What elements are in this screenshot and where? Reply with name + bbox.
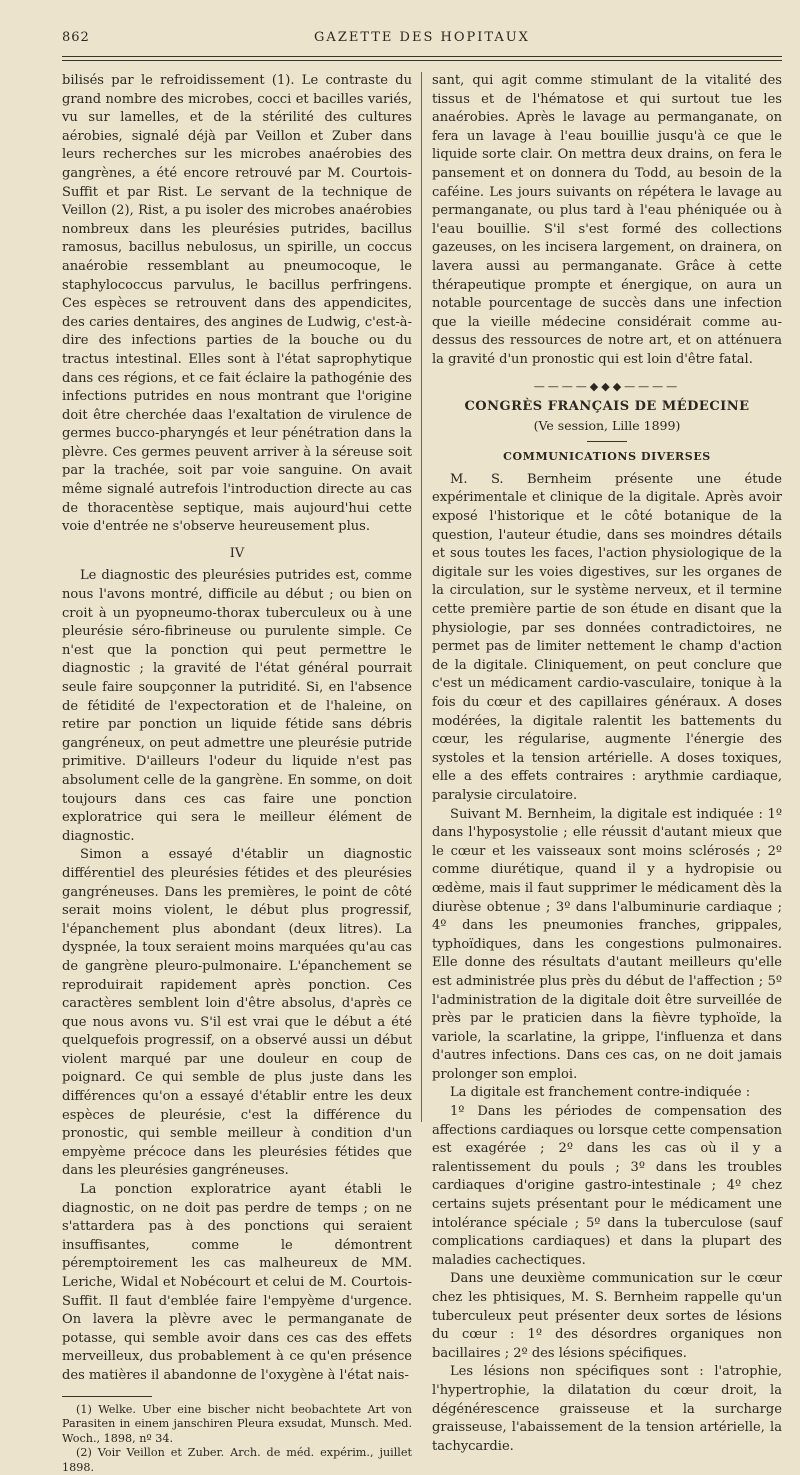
page-header: [62, 30, 782, 50]
right-paragraph-1: sant, qui agit comme stimulant de la vitalité des tissus et de l'hématose et qui surtout tue les anaérobies. Après le lavage au permanganate, on fera un lavage à l'eau bouillie jusqu'à ce que le liquide sorte clair. On mettra deux drains, on fera le pansement et on donnera du Todd, au besoin de la caféine. Les jours suivants on répétera le lavage au permanganate, ou plus tard à l'eau phéniquée ou à l'eau bouillie. S'il s'est formé des collections gazeuses, on les incisera largement, on drainera, on lavera aussi au permanganate. Grâce à cette thérapeutique prompte et énergique, on aura un notable pourcentage de succès dans une infection que la vieille médecine considérait comme au-dessus des ressources de notre art, et on atténuera la gravité d'un pronostic qui est loin d'être fatal.: [432, 73, 782, 367]
footnote-1: (1) Welke. Uber eine bischer nicht beobachtete Art von Parasiten in einem janschiren Pleura exsudat, Munsch. Med. Woch., 1898, nº 34.: [62, 1402, 412, 1445]
journal-title: GAZETTE DES HOPITAUX: [314, 30, 530, 45]
ornament-divider: ————◆◆◆————: [533, 379, 681, 393]
column-divider: [421, 72, 422, 1122]
right-paragraph-2: M. S. Bernheim présente une étude expérimentale et clinique de la digitale. Après avoir exposé l'historique et le côté botanique de la question, l'auteur étudie, dans ses moindres détails et sous toutes les faces, l'action physiologique de la digitale sur les voies digestives, sur les organes de la circulation, sur le système nerveux, et il termine cette première partie de son étude en disant que la physiologie, par ses données contradictoires, ne permet pas de limiter nettement le champ d'action de la digitale. Cliniquement, on peut conclure que c'est un médicament cardio-vasculaire, tonique à la fois du cœur et des capillaires généraux. A doses modérées, la digitale ralentit les battements du cœur, les régularise, augmente l'énergie des systoles et la tension artérielle. A doses toxiques, elle a des effets contraires : arythmie cardiaque, paralysie circulatoire.: [432, 471, 782, 803]
conference-subtitle: (Ve session, Lille 1899): [533, 417, 681, 433]
section-number: IV: [229, 545, 245, 561]
footnote-2: (2) Voir Veillon et Zuber. Arch. de méd. expérim., juillet 1898.: [62, 1446, 412, 1474]
conference-title: CONGRÈS FRANÇAIS DE MÉDECINE: [464, 399, 750, 415]
right-paragraph-4: La digitale est franchement contre-indiquée :: [450, 1085, 751, 1101]
left-paragraph-2: Le diagnostic des pleurésies putrides est, comme nous l'avons montré, difficile au début ; ou bien on croit à un pyopneumo-thorax tuberculeux ou à une pleurésie séro-fibrineuse ou purulente simple. Ce n'est que la ponction qui peut permettre le diagnostic ; la gravité de l'état général pourrait seule faire soupçonner la putridité. Si, en l'absence de fétidité de l'expectoration et de l'haleine, on retire par ponction un liquide fétide sans débris gangréneux, on peut admettre une pleurésie putride primitive. D'ailleurs l'odeur du liquide n'est pas absolument celle de la gangrène. En somme, on doit toujours dans ces cas faire une ponction exploratrice qui sera le meilleur élément de diagnostic.: [62, 568, 412, 844]
right-paragraph-3: Suivant M. Bernheim, la digitale est indiquée : 1º dans l'hyposystolie ; elle réussit d'autant mieux que le cœur et les vaisseaux sont moins sclérosés ; 2º comme diurétique, quand il y a hydropisie ou œdème, mais il faut supprimer le médicament dès la diurèse obtenue ; 3º dans l'albuminurie cardiaque ; 4º dans les pneumonies franches, grippales, typhoïdiques, dans les congestions pulmonaires. Elle donne des résultats d'autant meilleurs qu'elle est administrée plus près du début de l'affection ; 5º l'administration de la digitale doit être surveillée de près par le praticien dans la fièvre typhoïde, la variole, la scarlatine, la grippe, l'influenza et dans d'autres infections. Dans ces cas, on ne doit jamais prolonger son emploi.: [432, 806, 782, 1082]
left-paragraph-3: Simon a essayé d'établir un diagnostic différentiel des pleurésies fétides et des pleurésies gangréneuses. Dans les premières, le point de côté serait moins violent, le début plus progressif, l'épanchement plus abondant (deux litres). La dyspnée, la toux seraient moins marquées qu'au cas de gangrène pleuro-pulmonaire. L'épanchement se reproduirait rapidement après ponction. Ces caractères semblent loin d'être absolus, d'après ce que nous avons vu. S'il est vrai que le début a été quelquefois progressif, on a observé aussi un début violent marqué par une douleur en coup de poignard. Ce qui semble de plus juste dans les différences qu'on a essayé d'établir entre les deux espèces de pleurésie, c'est la différence du pronostic, qui semble meilleur à condition d'un empyème précoce dans les pleurésies fétides que dans les pleurésies gangréneuses.: [62, 847, 412, 1179]
page-number: 862: [62, 30, 90, 45]
left-column: [62, 72, 412, 1475]
right-paragraph-5: 1º Dans les périodes de compensation des affections cardiaques ou lorsque cette compensation est exagérée ; 2º dans les cas où il y a ralentissement du pouls ; 3º dans les troubles cardiaques d'origine gastro-intestinale ; 4º chez certains sujets présentant pour le médicament une intolérance spéciale ; 5º dans la tuberculose (sauf complications cardiaques) et dans la plupart des maladies cachectiques.: [432, 1104, 782, 1268]
right-paragraph-6: Dans une deuxième communication sur le cœur chez les phtisiques, M. S. Bernheim rappelle qu'un tuberculeux peut présenter deux sortes de lésions du cœur : 1º des désordres organiques non bacillaires ; 2º des lésions spécifiques.: [432, 1271, 782, 1361]
footnote-rule: [62, 1396, 152, 1397]
right-paragraph-7: Les lésions non spécifiques sont : l'atrophie, l'hypertrophie, la dilatation du cœur droit, la dégénérescence graisseuse et la surcharge graisseuse, l'abaissement de la tension artérielle, la tachycardie.: [432, 1364, 782, 1454]
header-rule: [62, 56, 782, 57]
header-rule-thin: [62, 60, 782, 61]
communications-title: COMMUNICATIONS DIVERSES: [503, 450, 711, 464]
left-paragraph-4: La ponction exploratrice ayant établi le diagnostic, on ne doit pas perdre de temps ; on ne s'attardera pas à des ponctions qui seraient insuffisantes, comme le démontrent péremptoirement les cas malheureux de MM. Leriche, Widal et Nobécourt et celui de M. Courtois-Suffit. Il faut d'emblée faire l'empyème d'urgence. On lavera la plèvre avec le permanganate de potasse, qui semble avoir dans ces cas des effets merveilleux, dus probablement à ce qu'en présence des matières il abandonne de l'oxygène à l'état nais-: [62, 1182, 412, 1383]
right-column: [432, 72, 782, 1456]
left-paragraph-1: bilisés par le refroidissement (1). Le contraste du grand nombre des microbes, cocci et bacilles variés, vu sur lamelles, et de la stérilité des cultures aérobies, signalé déjà par Veillon et Zuber dans leurs recherches sur les microbes anaérobies des gangrènes, a été encore retrouvé par M. Courtois-Suffit et par Rist. Le servant de la technique de Veillon (2), Rist, a pu isoler des microbes anaérobies nombreux dans les pleurésies putrides, bacillus ramosus, bacillus nebulosus, un spirille, un coccus anaérobie ressemblant au pneumocoque, le staphylococcus parvulus, le bacillus perfringens. Ces espèces se retrouvent dans des appendicites, des caries dentaires, des angines de Ludwig, c'est-à-dire des infections parties de la bouche ou du tractus intestinal. Elles sont à l'état saprophytique dans ces régions, et ce fait éclaire la pathogénie des infections putrides en nous montrant que l'origine doit être cherchée daas l'exaltation de virulence de germes bucco-pharyngés et leur pénétration dans la plèvre. Ces germes peuvent arriver à la séreuse soit par la trachée, soit par voie sanguine. On avait même signalé autrefois l'introduction directe au cas de thoracentèse septique, mais aujourd'hui cette voie d'entrée ne s'observe heureusement plus.: [62, 73, 412, 535]
footnotes: [62, 1403, 412, 1475]
short-rule: [587, 441, 627, 442]
